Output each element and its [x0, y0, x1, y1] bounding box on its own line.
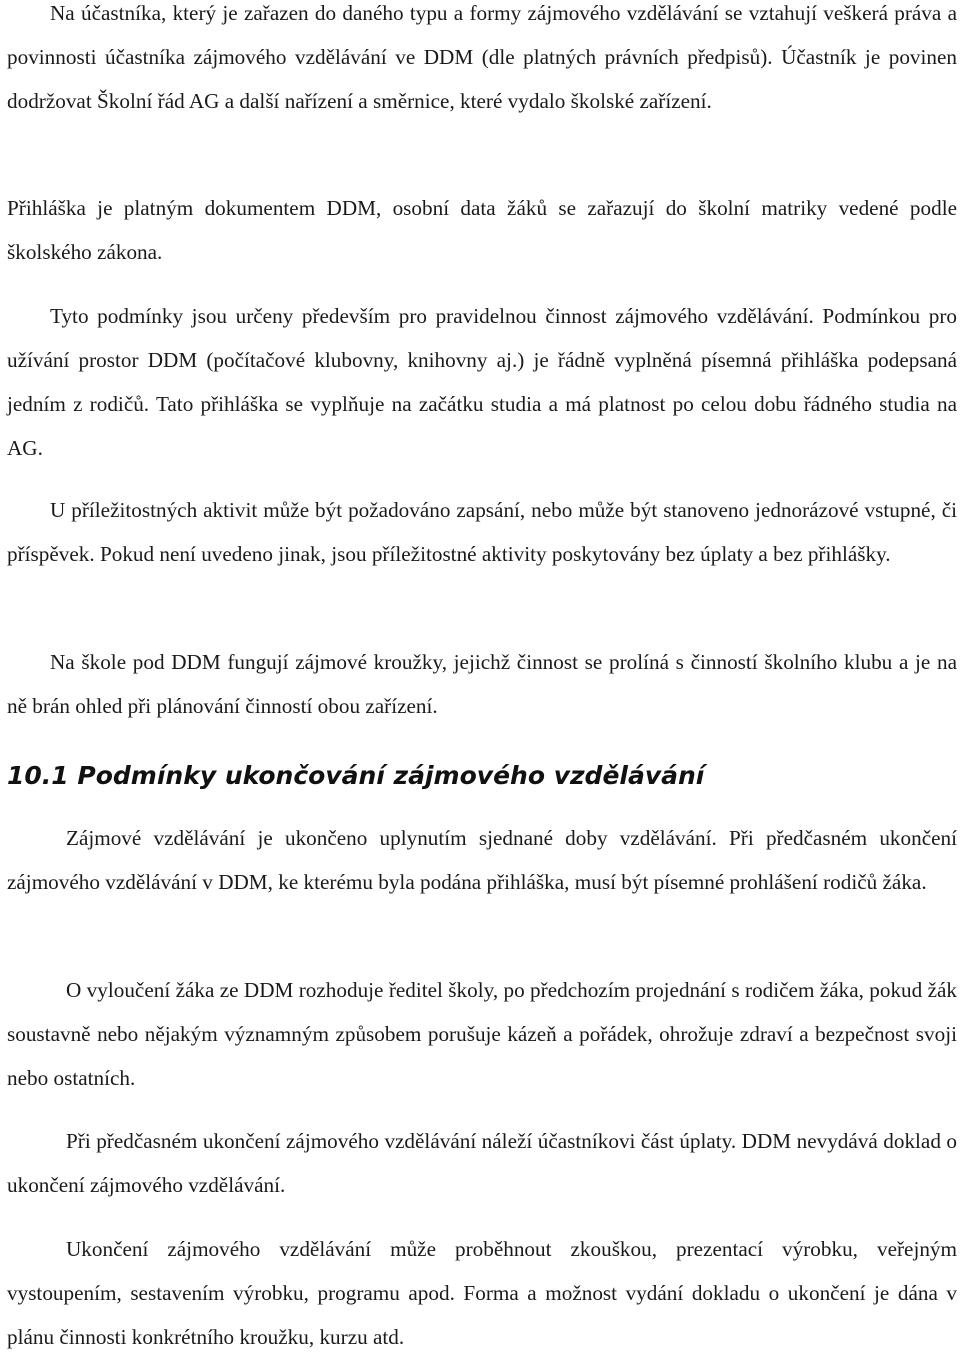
paragraph-clubs: Na škole pod DDM fungují zájmové kroužky, jejichž činnost se prolíná s činností školního klubu a je na ně brán ohled při plánování činností obou zařízení. [7, 650, 957, 718]
paragraph-fee-refund: Při předčasném ukončení zájmového vzdělávání náleží účastníkovi část úplaty. DDM nevydává doklad o ukončení zájmového vzdělávání. [7, 1129, 957, 1197]
paragraph-application-document: Přihláška je platným dokumentem DDM, osobní data žáků se zařazují do školní matriky vedené podle školského zákona. [7, 196, 957, 264]
section-heading: 10.1 Podmínky ukončování zájmového vzdělávání [7, 761, 705, 790]
paragraph-completion-forms: Ukončení zájmového vzdělávání může proběhnout zkouškou, prezentací výrobku, veřejným vystoupením, sestavením výrobku, programu apod. Forma a možnost vydání dokladu o ukončení je dána v plánu činnosti konkrétního kroužku, kurzu atd. [7, 1237, 957, 1349]
paragraph-termination: Zájmové vzdělávání je ukončeno uplynutím sjednané doby vzdělávání. Při předčasném ukončení zájmového vzdělávání v DDM, ke kterému byla podána přihláška, musí být písemné prohlášení rodičů žáka. [7, 826, 957, 894]
paragraph-conditions: Tyto podmínky jsou určeny především pro pravidelnou činnost zájmového vzdělávání. Podmínkou pro užívání prostor DDM (počítačové klubovny, knihovny aj.) je řádně vyplněná písemná přihláška podepsaná jedním z rodičů. Tato přihláška se vyplňuje na začátku studia a má platnost po celou dobu řádného studia na AG. [7, 304, 957, 460]
paragraph-occasional-activities: U příležitostných aktivit může být požadováno zapsání, nebo může být stanoveno jednorázové vstupné, či příspěvek. Pokud není uvedeno jinak, jsou příležitostné aktivity poskytovány bez úplaty a bez přihlášky. [7, 498, 957, 566]
paragraph-participant-rights: Na účastníka, který je zařazen do daného typu a formy zájmového vzdělávání se vztahují veškerá práva a povinnosti účastníka zájmového vzdělávání ve DDM (dle platných právních předpisů). Účastník je povinen dodržovat Školní řád AG a další nařízení a směrnice, které vydalo školské zařízení. [7, 1, 957, 113]
paragraph-expulsion: O vyloučení žáka ze DDM rozhoduje ředitel školy, po předchozím projednání s rodičem žáka, pokud žák soustavně nebo nějakým významným způsobem porušuje kázeň a pořádek, ohrožuje zdraví a bezpečnost svoji nebo ostatních. [7, 978, 957, 1090]
